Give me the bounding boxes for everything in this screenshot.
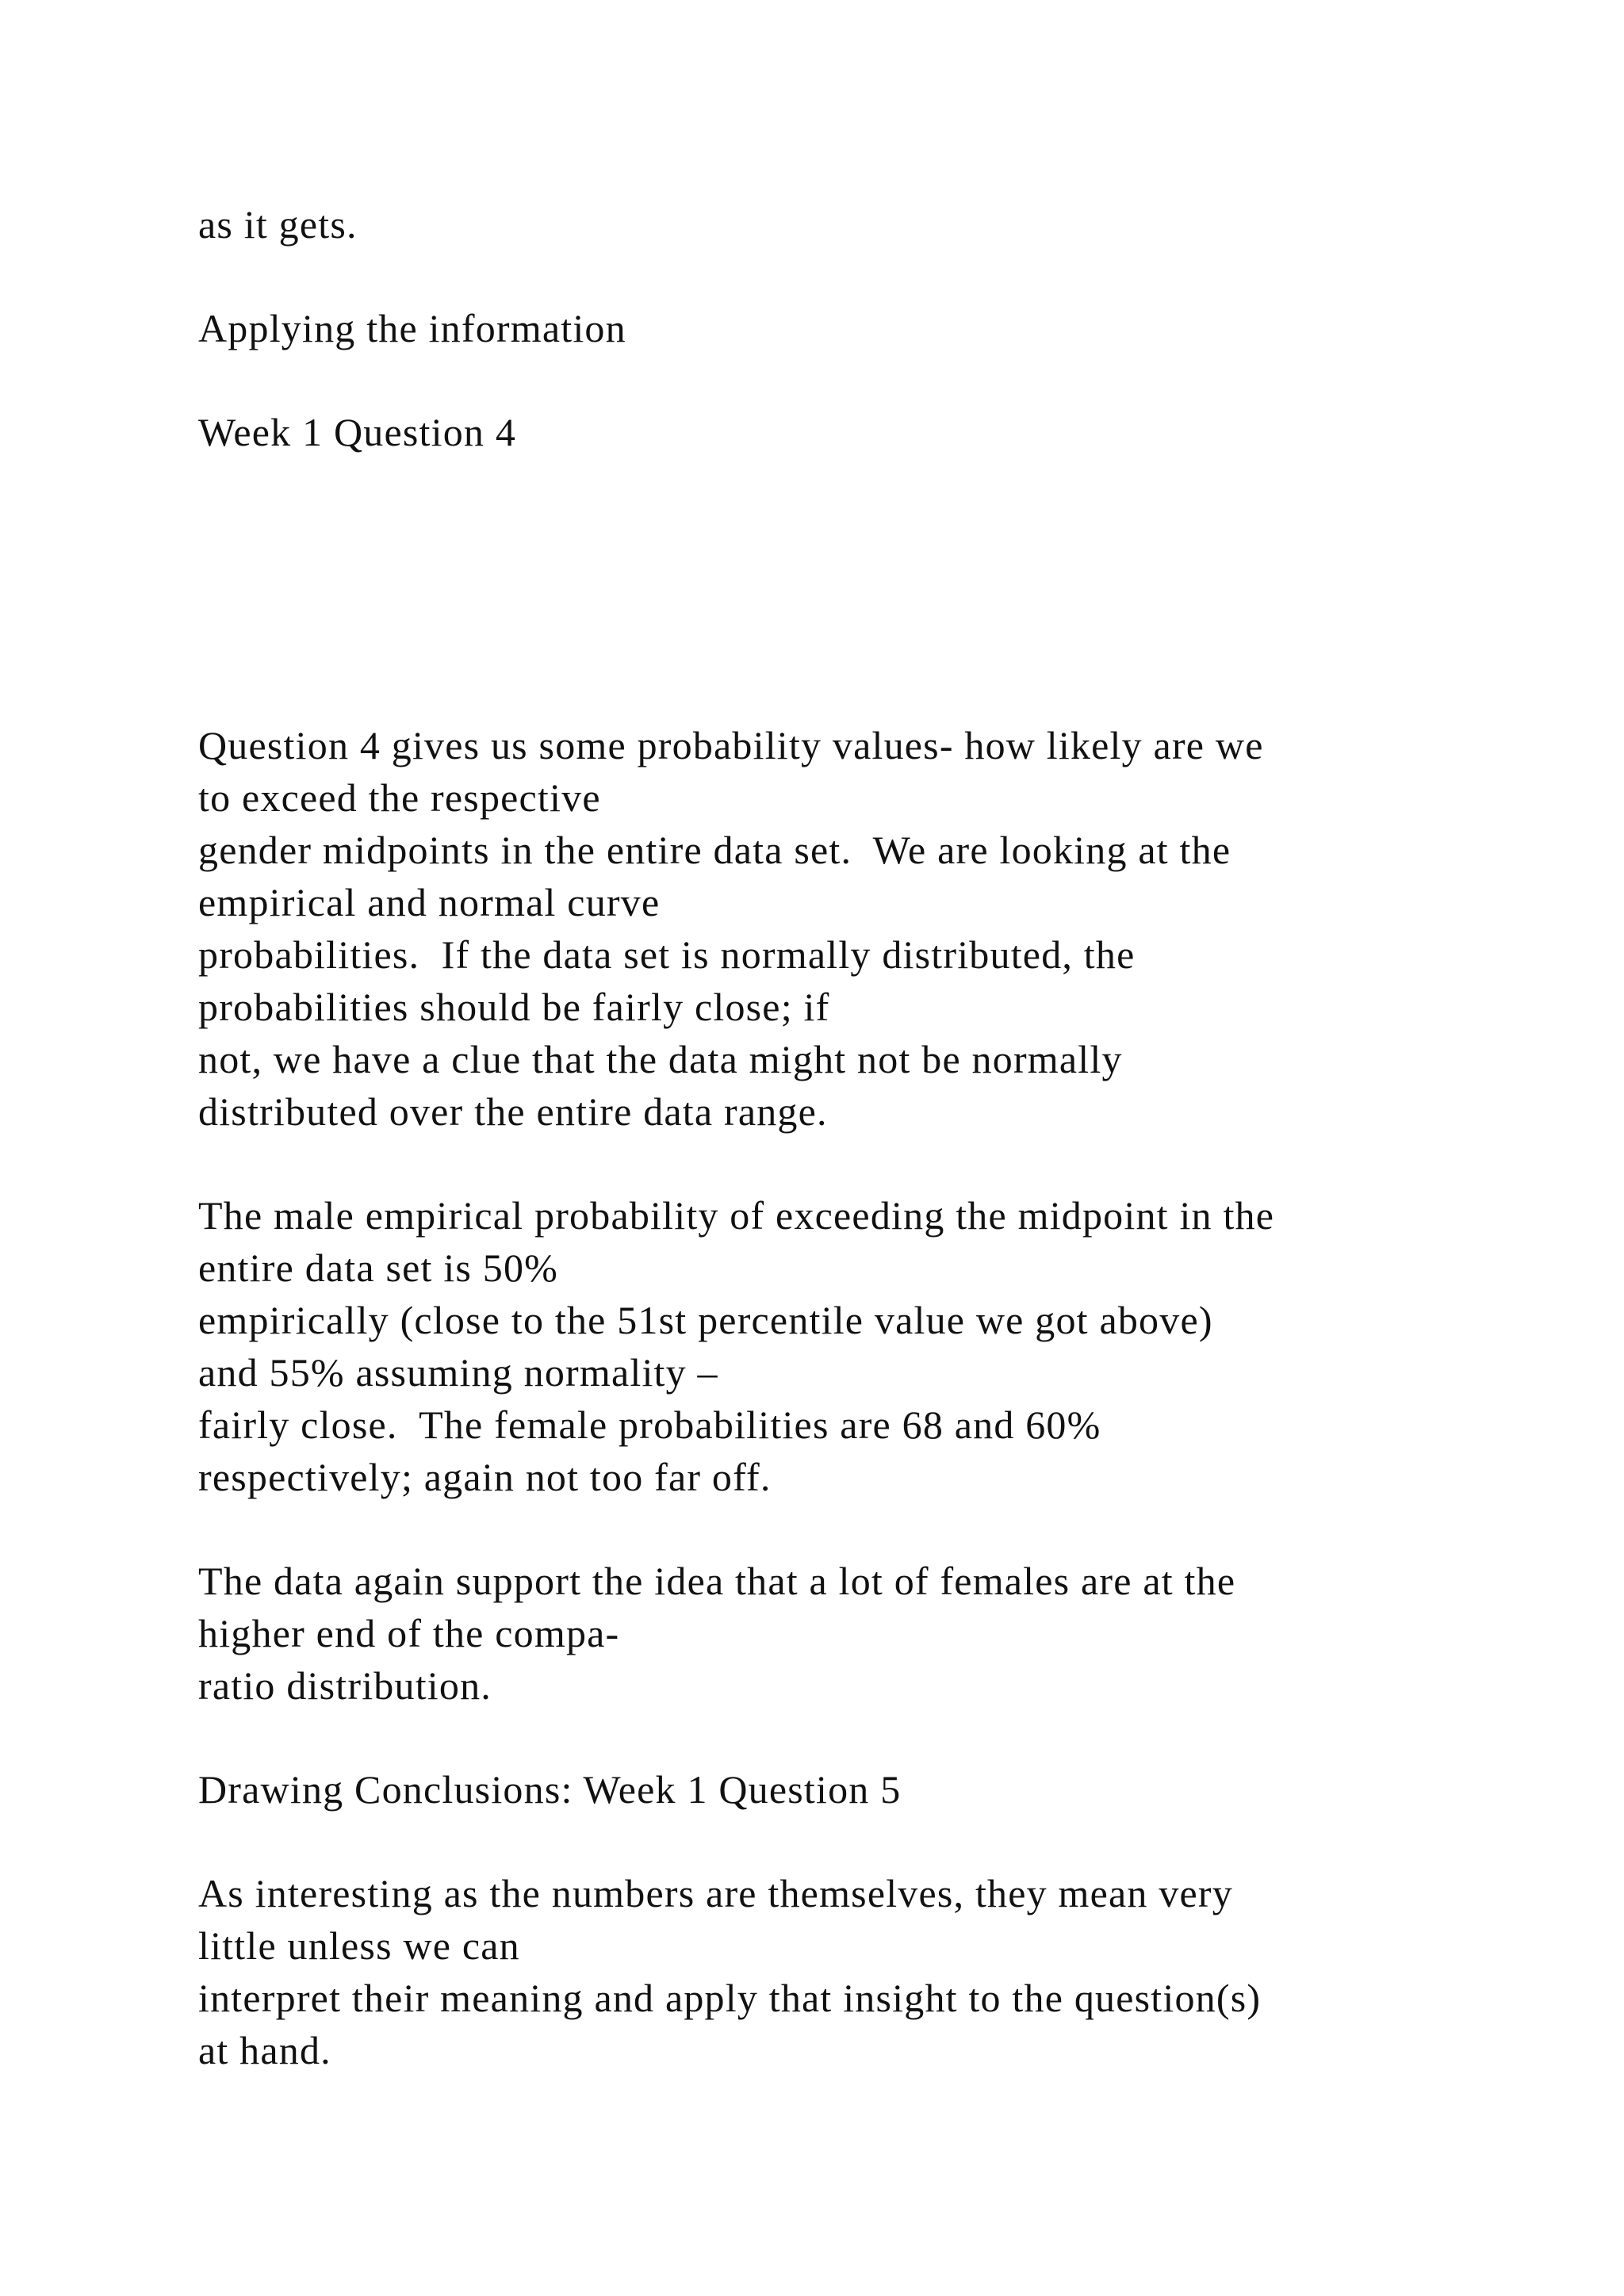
section-heading: Week 1 Question 4 <box>198 410 517 454</box>
text-line: at hand. <box>198 2028 331 2072</box>
text-line: and 55% assuming normality – <box>198 1350 718 1395</box>
text-line: interpret their meaning and apply that insight to the question(s) <box>198 1976 1262 2020</box>
text-line: empirical and normal curve <box>198 880 661 924</box>
text-line: ratio distribution. <box>198 1663 492 1708</box>
text-line: probabilities. If the data set is normally distributed, the <box>198 932 1136 977</box>
text-line: respectively; again not too far off. <box>198 1455 772 1499</box>
text-line: little unless we can <box>198 1923 520 1968</box>
text-line: The data again support the idea that a lot of females are at the <box>198 1559 1236 1603</box>
text-line: empirically (close to the 51st percentile value we got above) <box>198 1298 1213 1342</box>
text-line: probabilities should be fairly close; if <box>198 985 830 1029</box>
text-line: fairly close. The female probabilities are 68 and 60% <box>198 1402 1101 1447</box>
text-line: As interesting as the numbers are themselves, they mean very <box>198 1871 1233 1915</box>
text-line: The male empirical probability of exceeding the midpoint in the <box>198 1193 1275 1238</box>
section-heading: Drawing Conclusions: Week 1 Question 5 <box>198 1767 902 1812</box>
text-line: entire data set is 50% <box>198 1246 559 1290</box>
text-line: Question 4 gives us some probability values- how likely are we <box>198 723 1264 767</box>
section-heading: Applying the information <box>198 306 626 350</box>
text-line: distributed over the entire data range. <box>198 1089 828 1134</box>
text-line: not, we have a clue that the data might not be normally <box>198 1037 1123 1081</box>
text-line: higher end of the compa- <box>198 1611 620 1655</box>
text-line: to exceed the respective <box>198 775 601 820</box>
text-line: gender midpoints in the entire data set. We are looking at the <box>198 828 1231 872</box>
text-line: as it gets. <box>198 202 358 247</box>
